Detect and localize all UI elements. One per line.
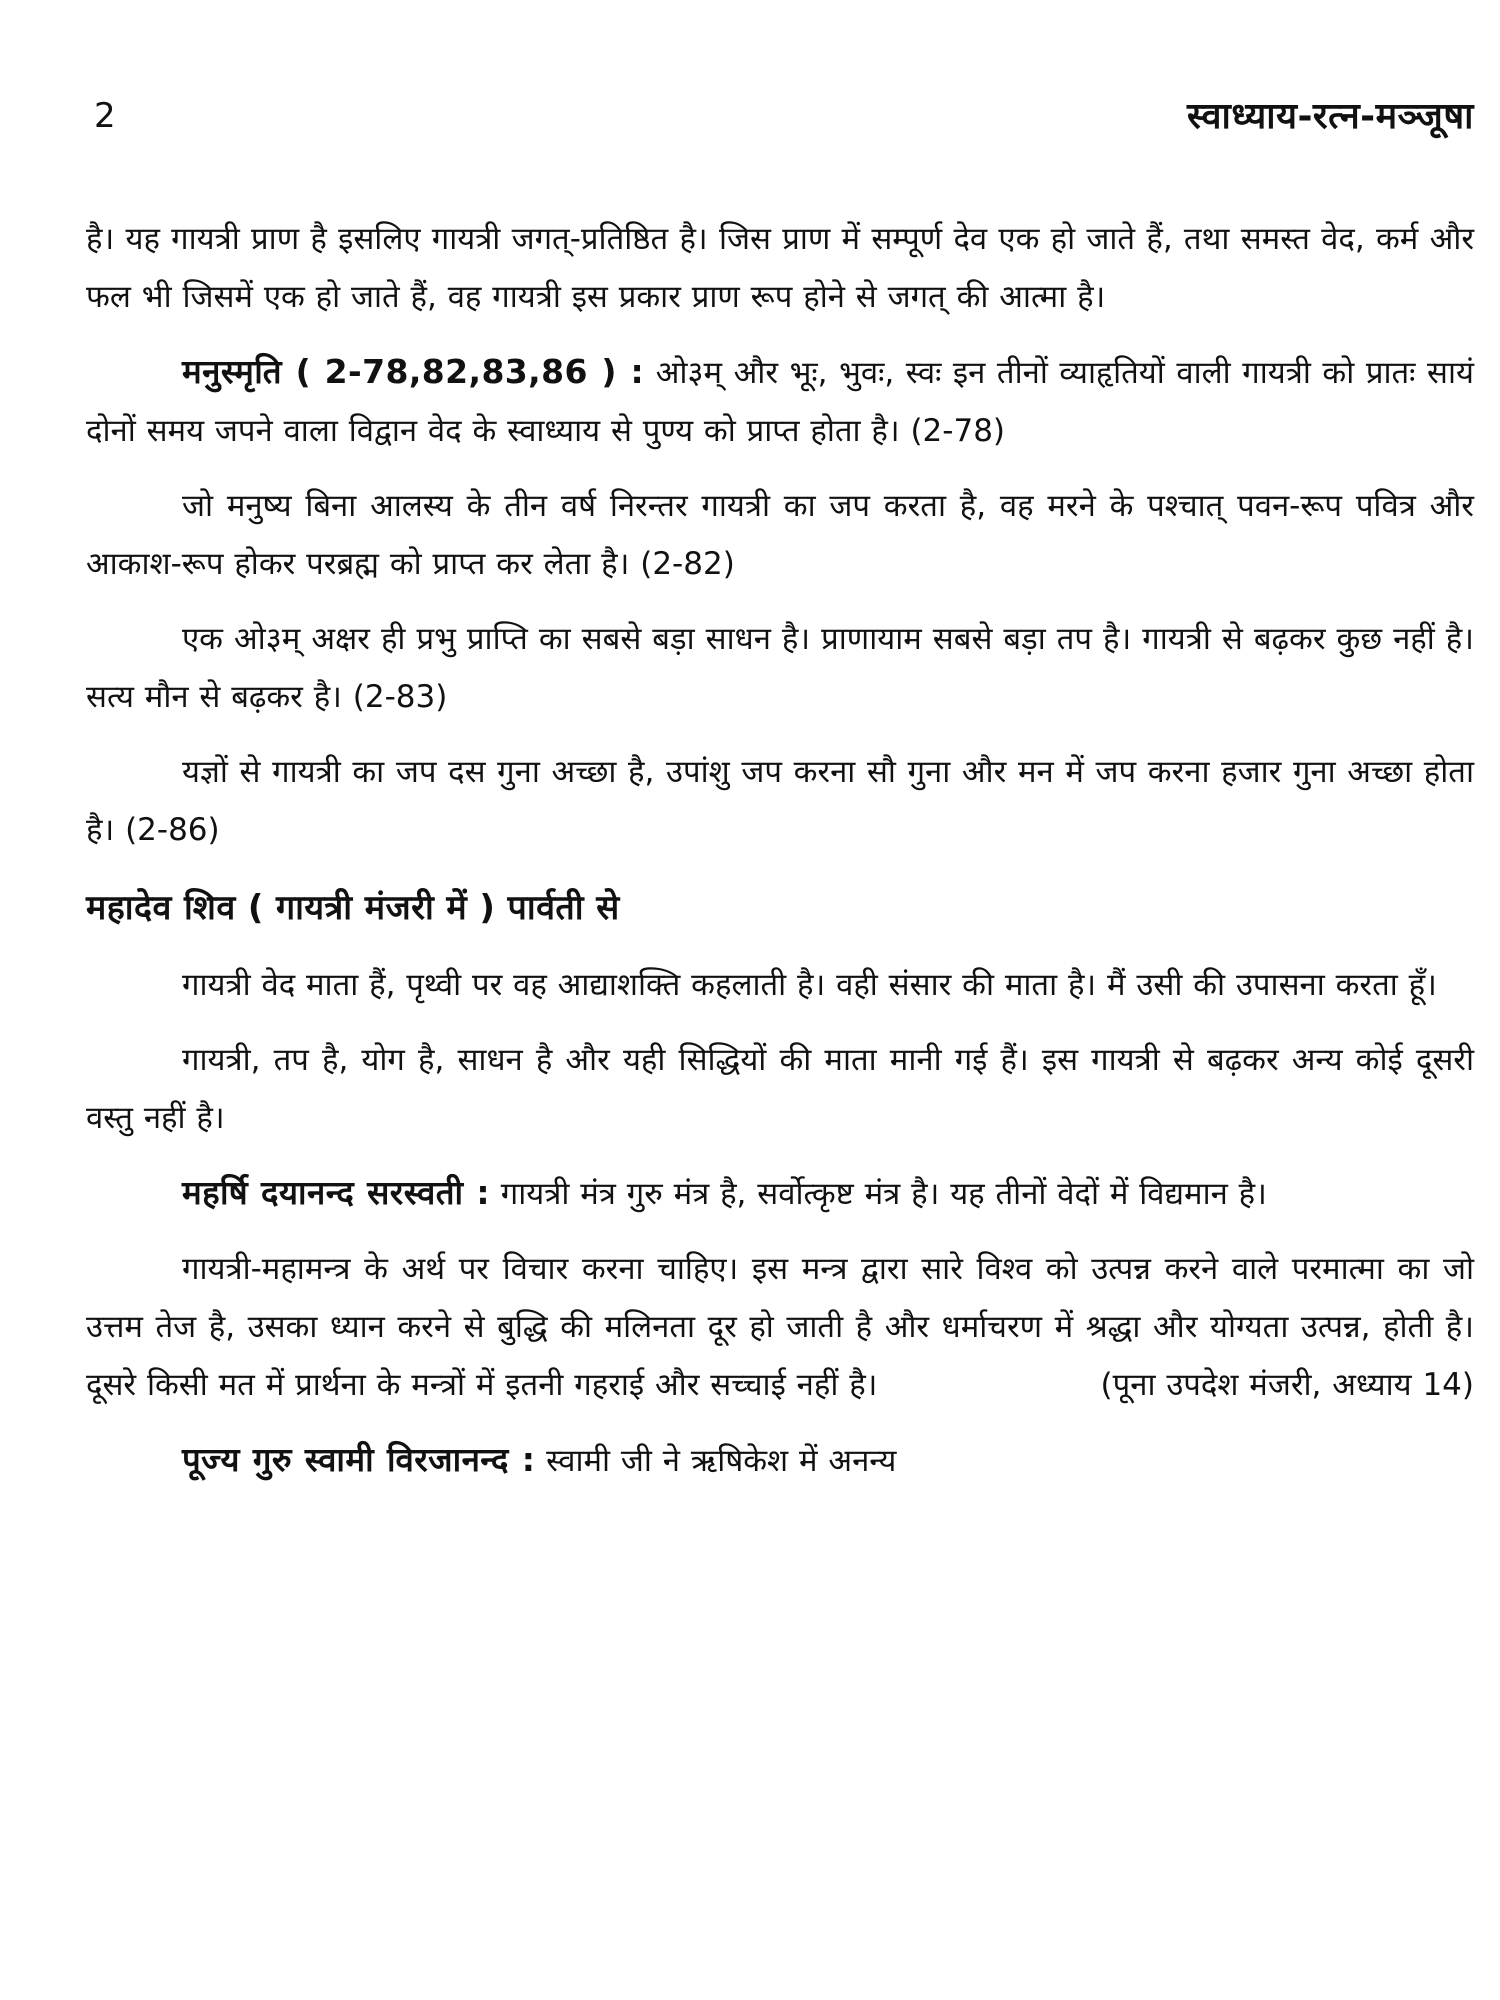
section-heading-shiva: महादेव शिव ( गायत्री मंजरी में ) पार्वती से bbox=[86, 888, 620, 928]
running-header bbox=[86, 80, 1474, 150]
paragraph-dayanand bbox=[86, 1164, 1474, 1223]
manusmriti-heading: मनुस्मृति ( 2-78,82,83,86 ) : bbox=[182, 352, 645, 391]
dayanand-text: गायत्री मंत्र गुरु मंत्र है, सर्वोत्कृष्ट मंत्र है। यह तीनों वेदों में विद्यमान है। bbox=[489, 1176, 1267, 1212]
manusmriti-text: ओ३म् और भूः, भुवः, स्वः इन तीनों व्याहृतियों वाली गायत्री को प्रातः सायं दोनों समय जपने वाला विद्वान वेद के स्वाध्याय से पुण्य को प्राप्त होता है। (2-78) bbox=[86, 355, 1474, 449]
paragraph-japa-three-years: जो मनुष्य बिना आलस्य के तीन वर्ष निरन्तर गायत्री का जप करता है, वह मरने के पश्चात् पवन-रूप पवित्र और आकाश-रूप होकर परब्रह्म को प्राप्त कर लेता है। (2-82) bbox=[86, 488, 1474, 582]
mahamantra-text: गायत्री-महामन्त्र के अर्थ पर विचार करना चाहिए। इस मन्त्र द्वारा सारे विश्व को उत्पन्न करने वाले परमात्मा का जो उत्तम तेज है, उसका ध्यान करने से बुद्धि की मलिनता दूर हो जाती है और धर्माचरण में श्रद्धा और योग्यता उत्पन्न, होती है। दूसरे किसी मत में प्रार्थना के मन्त्रों में इतनी गहराई और सच्चाई नहीं है। bbox=[86, 1251, 1474, 1403]
citation-puna-upadesh: (पूना उपदेश मंजरी, अध्याय 14) bbox=[1100, 1367, 1474, 1403]
virjanand-heading: पूज्य गुरु स्वामी विरजानन्द : bbox=[182, 1440, 536, 1479]
paragraph-veda-mata: गायत्री वेद माता हैं, पृथ्वी पर वह आद्याशक्ति कहलाती है। वही संसार की माता है। मैं उसी की उपासना करता हूँ। bbox=[182, 967, 1437, 1003]
dayanand-heading: महर्षि दयानन्द सरस्वती : bbox=[182, 1173, 490, 1212]
paragraph-virjanand bbox=[86, 1431, 1474, 1490]
paragraph-mahamantra-meaning bbox=[86, 1240, 1474, 1414]
paragraph-continued: है। यह गायत्री प्राण है इसलिए गायत्री जगत्-प्रतिष्ठित है। जिस प्राण में सम्पूर्ण देव एक हो जाते हैं, तथा समस्त वेद, कर्म और फल भी जिसमें एक हो जाते हैं, वह गायत्री इस प्रकार प्राण रूप होने से जगत् की आत्मा है। bbox=[86, 221, 1474, 315]
paragraph-yajna-japa: यज्ञों से गायत्री का जप दस गुना अच्छा है, उपांशु जप करना सौ गुना और मन में जप करना हजार गुना अच्छा होता है। (2-86) bbox=[86, 754, 1474, 848]
paragraph-tap-yoga: गायत्री, तप है, योग है, साधन है और यही सिद्धियों की माता मानी गई हैं। इस गायत्री से बढ़कर अन्य कोई दूसरी वस्तु नहीं है। bbox=[86, 1042, 1474, 1136]
paragraph-manusmriti bbox=[86, 343, 1474, 460]
virjanand-text: स्वामी जी ने ऋषिकेश में अनन्य bbox=[535, 1443, 897, 1479]
page-body bbox=[86, 210, 1474, 1490]
page-number: 2 bbox=[94, 96, 116, 136]
book-title: स्वाध्याय-रत्न-मञ्जूषा bbox=[1187, 96, 1474, 137]
paragraph-om-akshar: एक ओ३म् अक्षर ही प्रभु प्राप्ति का सबसे बड़ा साधन है। प्राणायाम सबसे बड़ा तप है। गायत्री से बढ़कर कुछ नहीं है। सत्य मौन से बढ़कर है। (2-83) bbox=[86, 621, 1474, 715]
